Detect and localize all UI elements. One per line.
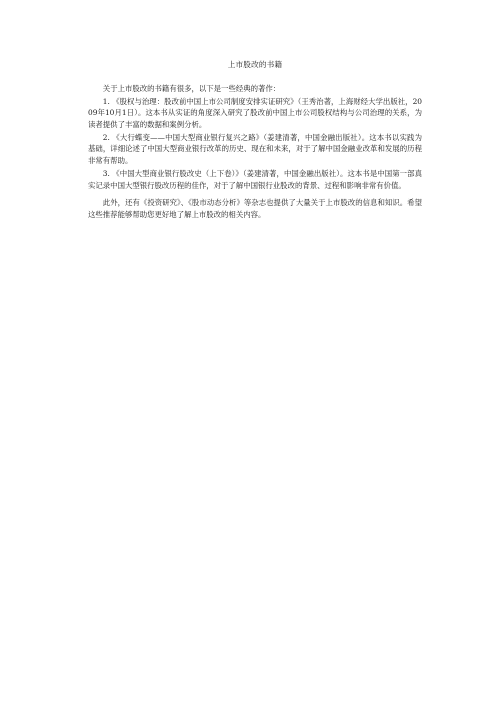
document-body [88,60,422,221]
book-item-3: 3. 《中国大型商业银行股改史（上下卷）》（姜建清著，中国金融出版社）。这本书是中国第一部真实记录中国大型银行股改历程的佳作，对于了解中国银行业股改的背景、过程和影响非常有价值。 [88,169,422,190]
page-title: 上市股改的书籍 [227,60,283,69]
closing-paragraph: 此外，还有《投资研究》、《股市动态分析》等杂志也提供了大量关于上市股改的信息和知识。希望这些推荐能够帮助您更好地了解上市股改的相关内容。 [88,198,422,219]
intro-paragraph: 关于上市股改的书籍有很多，以下是一些经典的著作： [102,84,281,93]
book-item-1: 1. 《股权与治理：股改前中国上市公司制度安排实证研究》（王秀治著，上海财经大学出版社，2009年10月1日）。这本书从实证的角度深入研究了股改前中国上市公司股权结构与公司治理的关系，为读者提供了丰富的数据和案例分析。 [88,96,422,129]
book-item-2: 2. 《大行蝶变——中国大型商业银行复兴之路》（姜建清著，中国金融出版社）。这本书以实践为基础，详细论述了中国大型商业银行改革的历史、现在和未来，对于了解中国金融业改革和发展的历程非常有帮助。 [88,132,422,166]
